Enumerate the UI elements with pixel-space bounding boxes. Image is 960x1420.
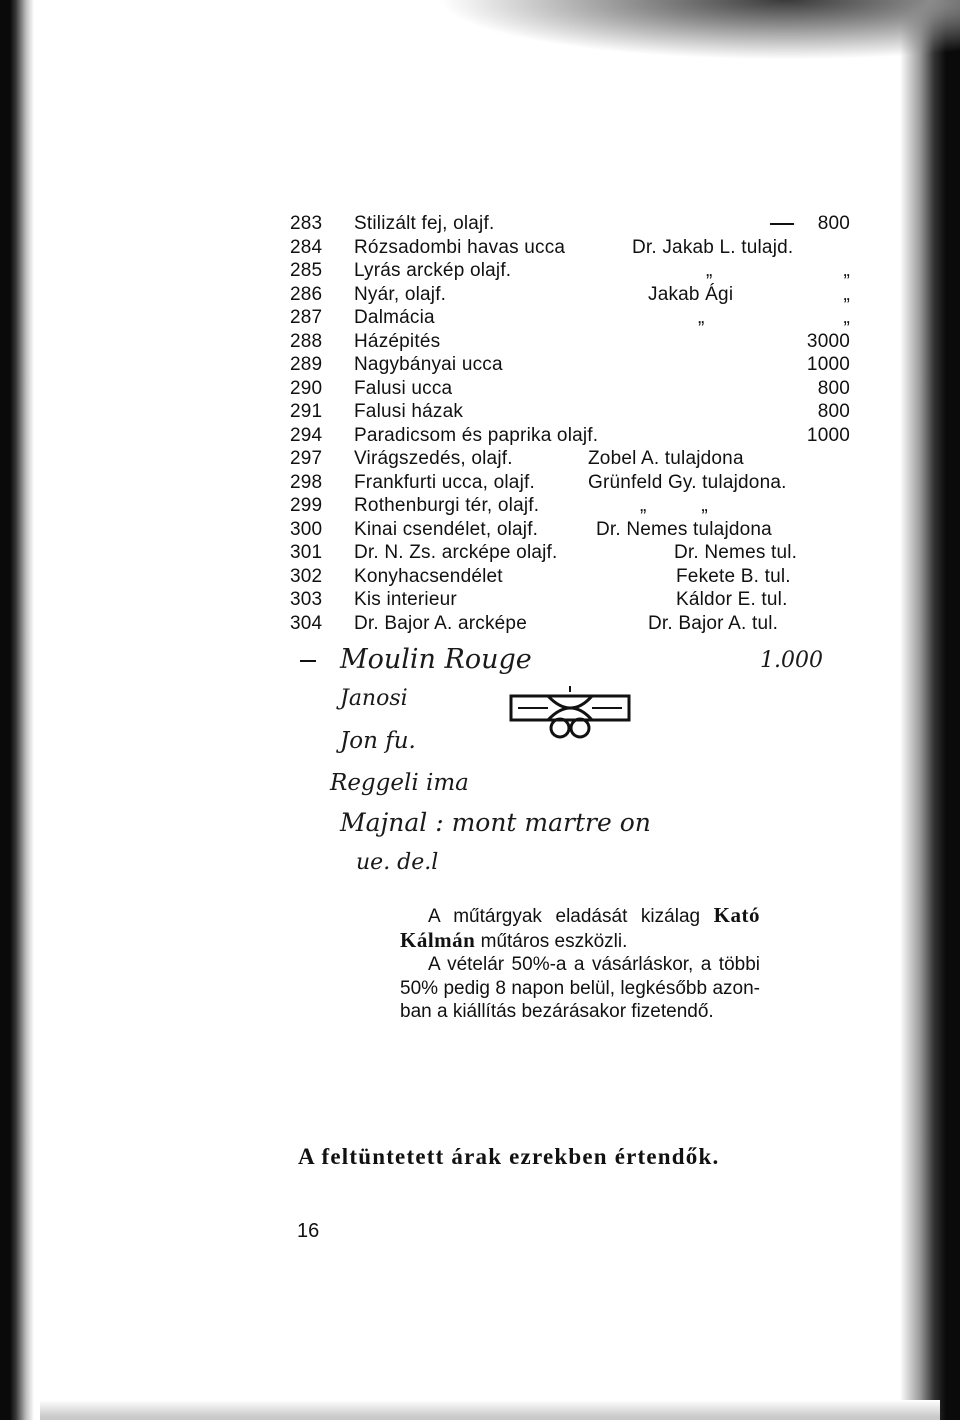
scan-right-edge bbox=[900, 0, 960, 1420]
entry-price: 1000 bbox=[806, 354, 850, 375]
catalog-row bbox=[290, 377, 850, 401]
sales-note bbox=[400, 904, 760, 1024]
catalog-row bbox=[290, 353, 850, 377]
entry-title: Konyhacsendélet bbox=[354, 565, 503, 587]
entry-title: Falusi házak bbox=[354, 401, 464, 422]
catalog-row bbox=[290, 612, 850, 636]
entry-number: 298 bbox=[290, 471, 323, 493]
catalog-row bbox=[290, 283, 850, 307]
entry-title: Virágszedés, olajf. bbox=[354, 448, 513, 469]
entry-owner: Dr. Nemes tulajdona bbox=[596, 518, 772, 540]
entry-title: Házépités bbox=[354, 330, 441, 352]
page-number: 16 bbox=[297, 1220, 320, 1242]
catalog-row bbox=[290, 212, 850, 236]
footer-note: A feltüntetett árak ezrekben értendők. bbox=[298, 1144, 720, 1169]
entry-title: Nagybányai ucca bbox=[354, 354, 503, 375]
entry-owner: Grünfeld Gy. tulajdona. bbox=[588, 471, 787, 493]
entry-owner: Fekete B. tul. bbox=[676, 565, 791, 587]
scan-top-edge bbox=[380, 0, 960, 70]
entry-price: 1000 bbox=[806, 424, 850, 446]
catalog-row bbox=[290, 518, 850, 542]
ornament-icon bbox=[508, 682, 632, 744]
entry-number: 297 bbox=[290, 448, 323, 469]
entry-number: 303 bbox=[290, 589, 323, 610]
note-paragraph bbox=[400, 904, 760, 953]
entry-owner: „ „ bbox=[640, 495, 708, 516]
handwritten-dash bbox=[300, 660, 316, 662]
catalog-row bbox=[290, 588, 850, 612]
entry-owner: Zobel A. tulajdona bbox=[588, 448, 744, 469]
entry-owner: Káldor E. tul. bbox=[676, 589, 788, 610]
entry-number: 284 bbox=[290, 236, 323, 258]
entry-owner: „ bbox=[706, 260, 713, 281]
catalog-row bbox=[290, 236, 850, 260]
catalog-row bbox=[290, 565, 850, 589]
catalog-row bbox=[290, 424, 850, 448]
entry-owner: Dr. Nemes tul. bbox=[674, 542, 798, 563]
handwritten-entry: Reggeli ima bbox=[330, 770, 469, 796]
entry-title: Nyár, olajf. bbox=[354, 283, 447, 305]
entry-price: „ bbox=[843, 307, 850, 328]
entry-title: Rothenburgi tér, olajf. bbox=[354, 495, 540, 516]
entry-title: Stilizált fej, olajf. bbox=[354, 213, 495, 234]
entry-price: 3000 bbox=[806, 330, 850, 352]
entry-number: 302 bbox=[290, 565, 323, 587]
catalog-list bbox=[290, 212, 850, 635]
entry-price: „ bbox=[843, 260, 850, 281]
entry-owner: „ bbox=[698, 307, 705, 328]
entry-number: 299 bbox=[290, 495, 323, 516]
scan-bottom-edge bbox=[40, 1400, 940, 1420]
entry-title: Kis interieur bbox=[354, 589, 457, 610]
catalog-row bbox=[290, 447, 850, 471]
entry-number: 288 bbox=[290, 330, 323, 352]
catalog-row bbox=[290, 494, 850, 518]
entry-title: Falusi ucca bbox=[354, 377, 453, 399]
scan-left-edge bbox=[0, 0, 34, 1420]
note-text: A műtárgyak eladását kizálag bbox=[428, 906, 701, 927]
handwritten-entry: Majnal : mont martre on bbox=[340, 808, 651, 837]
entry-number: 290 bbox=[290, 377, 323, 399]
entry-price: 800 bbox=[817, 213, 850, 234]
entry-number: 287 bbox=[290, 307, 323, 328]
catalog-row bbox=[290, 471, 850, 495]
catalog-row bbox=[290, 400, 850, 424]
handwritten-entry: Moulin Rouge bbox=[340, 644, 532, 675]
entry-title: Rózsadombi havas ucca bbox=[354, 236, 566, 258]
entry-title: Paradicsom és paprika olajf. bbox=[354, 424, 599, 446]
entry-owner: Dr. Bajor A. tul. bbox=[648, 612, 779, 634]
entry-number: 283 bbox=[290, 213, 323, 234]
entry-title: Frankfurti ucca, olajf. bbox=[354, 471, 535, 493]
entry-number: 301 bbox=[290, 542, 323, 563]
handwritten-price: 1.000 bbox=[760, 648, 823, 673]
entry-number: 285 bbox=[290, 260, 323, 281]
entry-number: 286 bbox=[290, 283, 323, 305]
catalog-row bbox=[290, 330, 850, 354]
entry-title: Dr. N. Zs. arcképe olajf. bbox=[354, 542, 558, 563]
entry-number: 300 bbox=[290, 518, 323, 540]
entry-number: 289 bbox=[290, 354, 323, 375]
entry-number: 304 bbox=[290, 612, 323, 634]
entry-number: 291 bbox=[290, 401, 323, 422]
entry-price: 800 bbox=[817, 401, 850, 422]
entry-owner: Dr. Jakab L. tulajd. bbox=[632, 236, 794, 258]
entry-price: „ bbox=[843, 283, 850, 305]
handwritten-entry: Janosi bbox=[340, 686, 408, 711]
note-text: műtáros eszközli. bbox=[480, 930, 628, 952]
entry-title: Dalmácia bbox=[354, 307, 435, 328]
entry-owner: Jakab Ági bbox=[648, 283, 734, 305]
catalog-row bbox=[290, 259, 850, 283]
note-paragraph: A vételár 50%-a a vásárláskor, a többi 50% pedig 8 napon belül, legkésőbb azonban a kiállítás bezárásakor fizetendő. bbox=[400, 954, 760, 1022]
entry-title: Lyrás arckép olajf. bbox=[354, 260, 512, 281]
catalog-row bbox=[290, 541, 850, 565]
entry-title: Kinai csendélet, olajf. bbox=[354, 518, 539, 540]
entry-title: Dr. Bajor A. arcképe bbox=[354, 612, 527, 634]
dealer-name: Kató Kálmán bbox=[400, 903, 760, 952]
handwritten-entry: Jon fu. bbox=[340, 728, 416, 754]
handwritten-entry: ue. de.l bbox=[356, 850, 439, 875]
catalog-row bbox=[290, 306, 850, 330]
entry-number: 294 bbox=[290, 424, 323, 446]
entry-price: 800 bbox=[817, 377, 850, 399]
